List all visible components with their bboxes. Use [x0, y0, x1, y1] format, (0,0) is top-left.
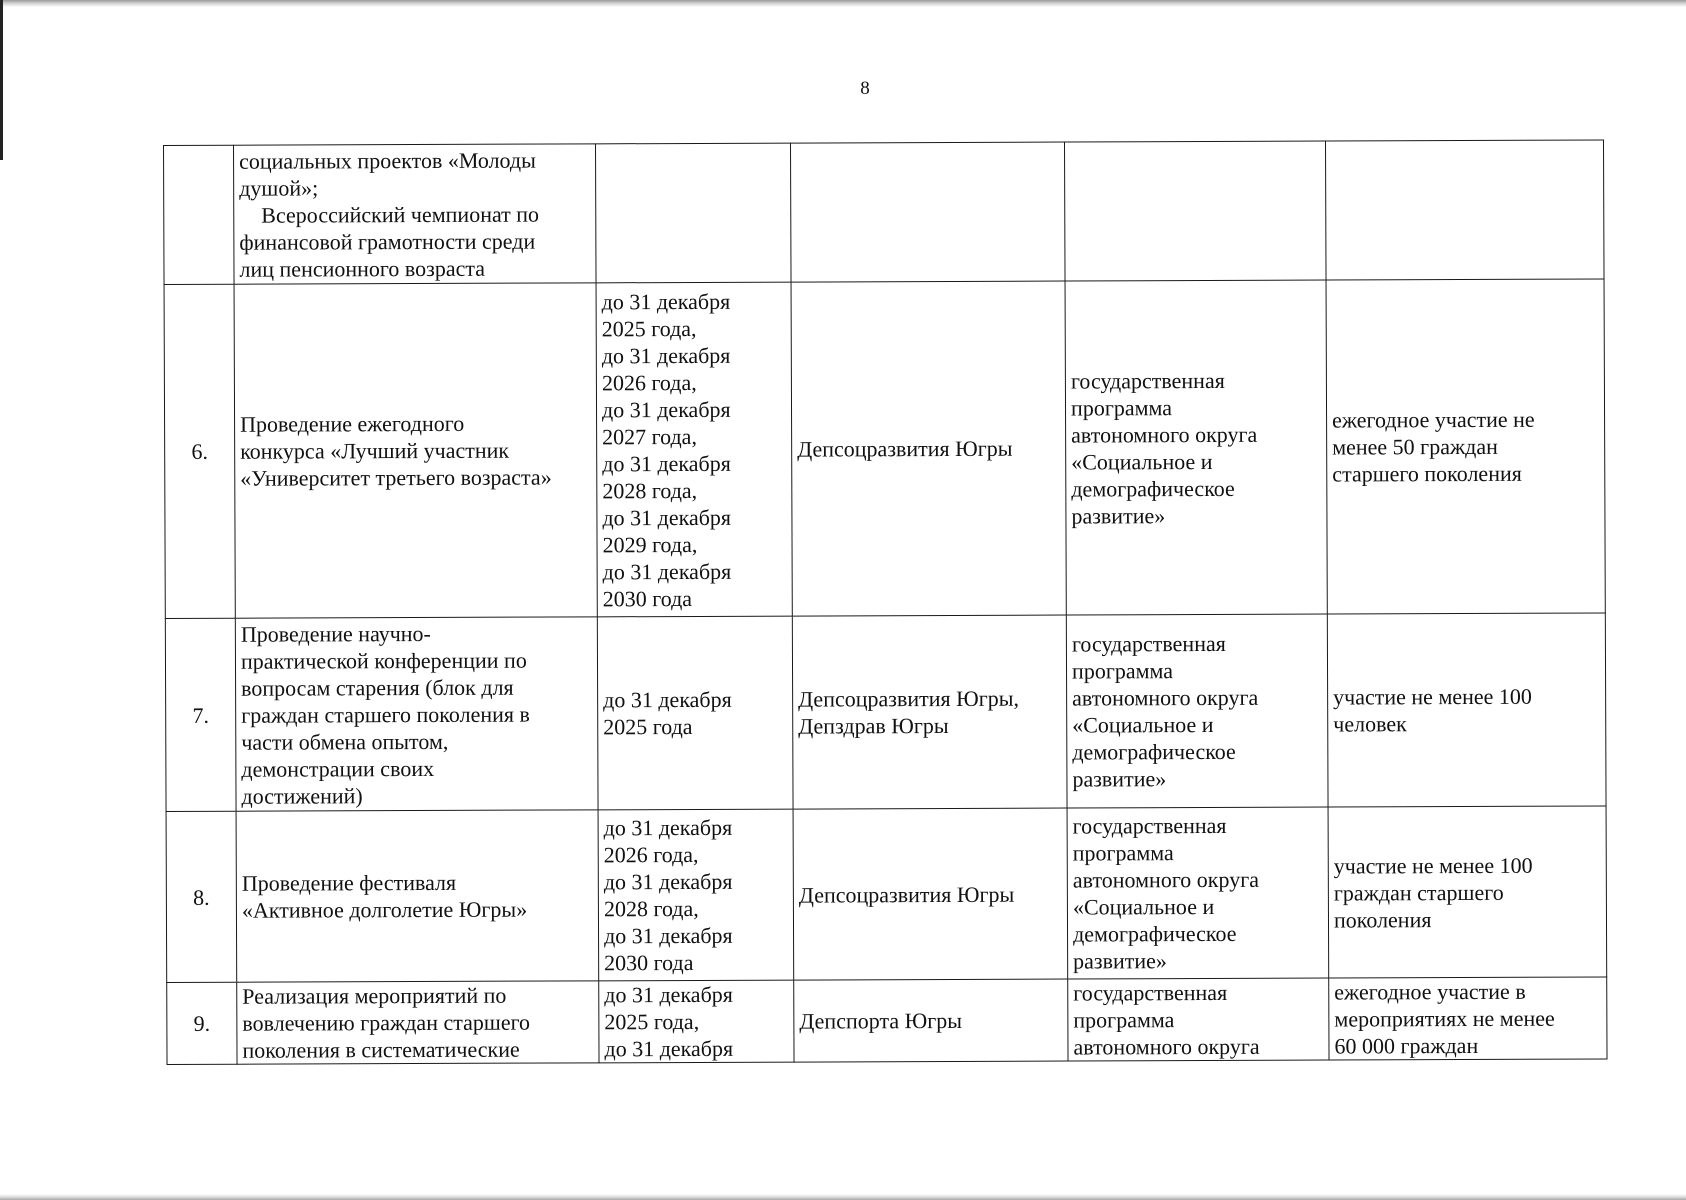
cell-text-line: государственная	[1072, 812, 1227, 839]
cell-text-line: вовлечению граждан старшего	[242, 1009, 531, 1036]
cell-text-line: участие не менее 100	[1333, 852, 1533, 879]
cell-text-line: вопросам старения (блок для	[241, 674, 514, 701]
cell-text-line: Депсоцразвития Югры	[798, 881, 1015, 908]
program-cell	[1065, 280, 1327, 615]
events-table	[163, 139, 1608, 1065]
cell-text-line: 2028 года,	[602, 477, 698, 503]
result-cell	[1329, 977, 1607, 1060]
program-cell	[1064, 141, 1326, 281]
cell-text-line: «Социальное и	[1071, 448, 1213, 475]
cell-text-line: «Активное долголетие Югры»	[241, 896, 528, 923]
cell-text-line: до 31 декабря	[603, 814, 733, 841]
cell-text-line: конкурса «Лучший участник	[240, 437, 510, 464]
cell-text-line: поколения	[1333, 906, 1432, 933]
program-cell	[1066, 614, 1328, 808]
deadline-cell	[598, 809, 794, 981]
cell-text-line: 2028 года,	[603, 895, 699, 922]
cell-text-line: части обмена опытом,	[241, 728, 449, 755]
cell-text-line: человек	[1333, 711, 1407, 737]
row-number-cell: 7.	[165, 618, 236, 811]
cell-text-line: Всероссийский чемпионат по	[261, 201, 540, 228]
table-row	[167, 977, 1607, 1065]
cell-text-line: программа	[1073, 1007, 1175, 1033]
table-row	[164, 140, 1605, 285]
cell-text-line: до 31 декабря	[603, 686, 732, 713]
cell-text-line: Реализация мероприятий по	[242, 982, 507, 1009]
cell-text-line: развитие»	[1073, 948, 1167, 974]
deadline-cell	[595, 143, 791, 283]
cell-text-line: социальных проектов «Молоды	[239, 147, 536, 174]
cell-text-line: граждан старшего	[1333, 879, 1504, 906]
responsible-org-cell	[791, 281, 1066, 616]
cell-text-line: демографическое	[1072, 738, 1236, 765]
cell-text-line: до 31 декабря	[604, 1035, 734, 1062]
table-row	[166, 806, 1607, 983]
deadline-cell	[597, 616, 793, 810]
cell-text-line: Депспорта Югры	[799, 1007, 963, 1034]
event-cell	[235, 617, 598, 811]
cell-text-line: 2030 года	[602, 585, 693, 611]
responsible-org-cell	[790, 142, 1065, 282]
cell-text-line: ежегодное участие не	[1332, 406, 1535, 433]
cell-text-line: 2025 года,	[604, 1008, 700, 1035]
result-cell	[1326, 279, 1605, 614]
cell-text-line: 2025 года,	[601, 315, 697, 341]
cell-text-line: Проведение фестиваля	[241, 869, 457, 896]
cell-text-line: до 31 декабря	[601, 342, 731, 368]
cell-text-line: 60 000 граждан	[1334, 1032, 1479, 1059]
table-row	[165, 613, 1606, 812]
responsible-org-cell	[793, 808, 1068, 980]
row-number-cell: 9.	[167, 982, 237, 1064]
result-cell	[1327, 613, 1606, 807]
event-cell	[234, 283, 597, 618]
scan-edge-top	[0, 0, 1686, 7]
cell-text-line: программа	[1070, 394, 1173, 421]
cell-text-line: до 31 декабря	[604, 981, 733, 1008]
cell-text-line: Депсоцразвития Югры	[797, 435, 1013, 462]
cell-text-line: государственная	[1071, 630, 1226, 657]
cell-text-line: Проведение ежегодного	[240, 410, 465, 437]
cell-text-line: развитие»	[1071, 502, 1166, 529]
cell-text-line: до 31 декабря	[602, 504, 732, 530]
cell-text-line: до 31 декабря	[602, 558, 732, 584]
table-body	[164, 140, 1608, 1065]
scan-edge-bottom	[0, 1194, 1686, 1200]
deadline-cell	[596, 282, 792, 617]
cell-text-line: автономного округа	[1072, 684, 1259, 711]
program-cell	[1067, 807, 1329, 979]
cell-text-line: финансовой грамотности среди	[239, 228, 536, 255]
event-cell	[234, 144, 597, 284]
row-number-cell: 8.	[166, 811, 237, 982]
row-number-cell	[164, 145, 235, 284]
cell-text-line: Депсоцразвития Югры,	[798, 685, 1020, 712]
cell-text-line: «Социальное и	[1072, 893, 1215, 920]
cell-text-line: демографическое	[1072, 920, 1237, 947]
cell-text-line: Проведение научно-	[240, 620, 431, 647]
responsible-org-cell	[792, 615, 1067, 809]
cell-text-line: развитие»	[1072, 766, 1167, 792]
cell-text-line: душой»;	[239, 174, 319, 201]
cell-text-line: мероприятиях не менее	[1334, 1005, 1555, 1032]
cell-text-line: программа	[1071, 658, 1174, 684]
responsible-org-cell	[794, 979, 1068, 1062]
cell-text-line: граждан старшего поколения в	[241, 701, 530, 728]
cell-text-line: автономного округа	[1071, 421, 1258, 448]
cell-text-line: до 31 декабря	[602, 450, 731, 476]
result-cell	[1325, 140, 1604, 280]
cell-text-line: 2026 года,	[601, 369, 697, 395]
cell-text-line: 2026 года,	[603, 841, 699, 868]
table-row	[164, 279, 1605, 619]
event-cell	[237, 981, 599, 1064]
cell-text-line: государственная	[1070, 367, 1225, 394]
result-cell	[1328, 806, 1607, 978]
cell-text-line: автономного округа	[1072, 866, 1260, 893]
cell-text-line: 2027 года,	[602, 423, 697, 449]
cell-text-line: практической конференции по	[240, 647, 527, 674]
event-cell	[236, 810, 599, 982]
row-number-cell: 6.	[164, 284, 235, 618]
cell-text-line: поколения в систематические	[242, 1036, 520, 1063]
cell-text-line: 2029 года,	[602, 531, 698, 557]
cell-text-line: лиц пенсионного возраста	[239, 255, 486, 282]
cell-text-line: государственная	[1073, 979, 1228, 1006]
cell-text-line: 2030 года	[604, 949, 694, 976]
cell-text-line: «Социальное и	[1072, 711, 1214, 738]
cell-text-line: Депздрав Югры	[798, 712, 949, 739]
deadline-cell	[599, 980, 794, 1063]
cell-text-line: ежегодное участие в	[1334, 978, 1526, 1005]
cell-text-line: до 31 декабря	[601, 288, 731, 314]
cell-text-line: до 31 декабря	[603, 868, 733, 895]
cell-text-line: программа	[1072, 840, 1174, 866]
cell-text-line: «Университет третьего возраста»	[240, 464, 552, 491]
cell-text-line: до 31 декабря	[601, 396, 731, 422]
page-number: 8	[860, 78, 870, 99]
scan-edge-left	[0, 0, 3, 160]
cell-text-line: демонстрации своих	[241, 755, 435, 782]
cell-text-line: автономного округа	[1073, 1033, 1260, 1060]
cell-text-line: 2025 года	[603, 713, 693, 740]
cell-text-line: до 31 декабря	[603, 922, 733, 949]
cell-text-line: достижений)	[241, 782, 363, 809]
program-cell	[1068, 978, 1329, 1061]
cell-text-line: демографическое	[1071, 475, 1235, 502]
cell-text-line: менее 50 граждан	[1332, 433, 1498, 460]
cell-text-line: участие не менее 100	[1333, 683, 1532, 710]
cell-text-line: старшего поколения	[1332, 460, 1522, 487]
